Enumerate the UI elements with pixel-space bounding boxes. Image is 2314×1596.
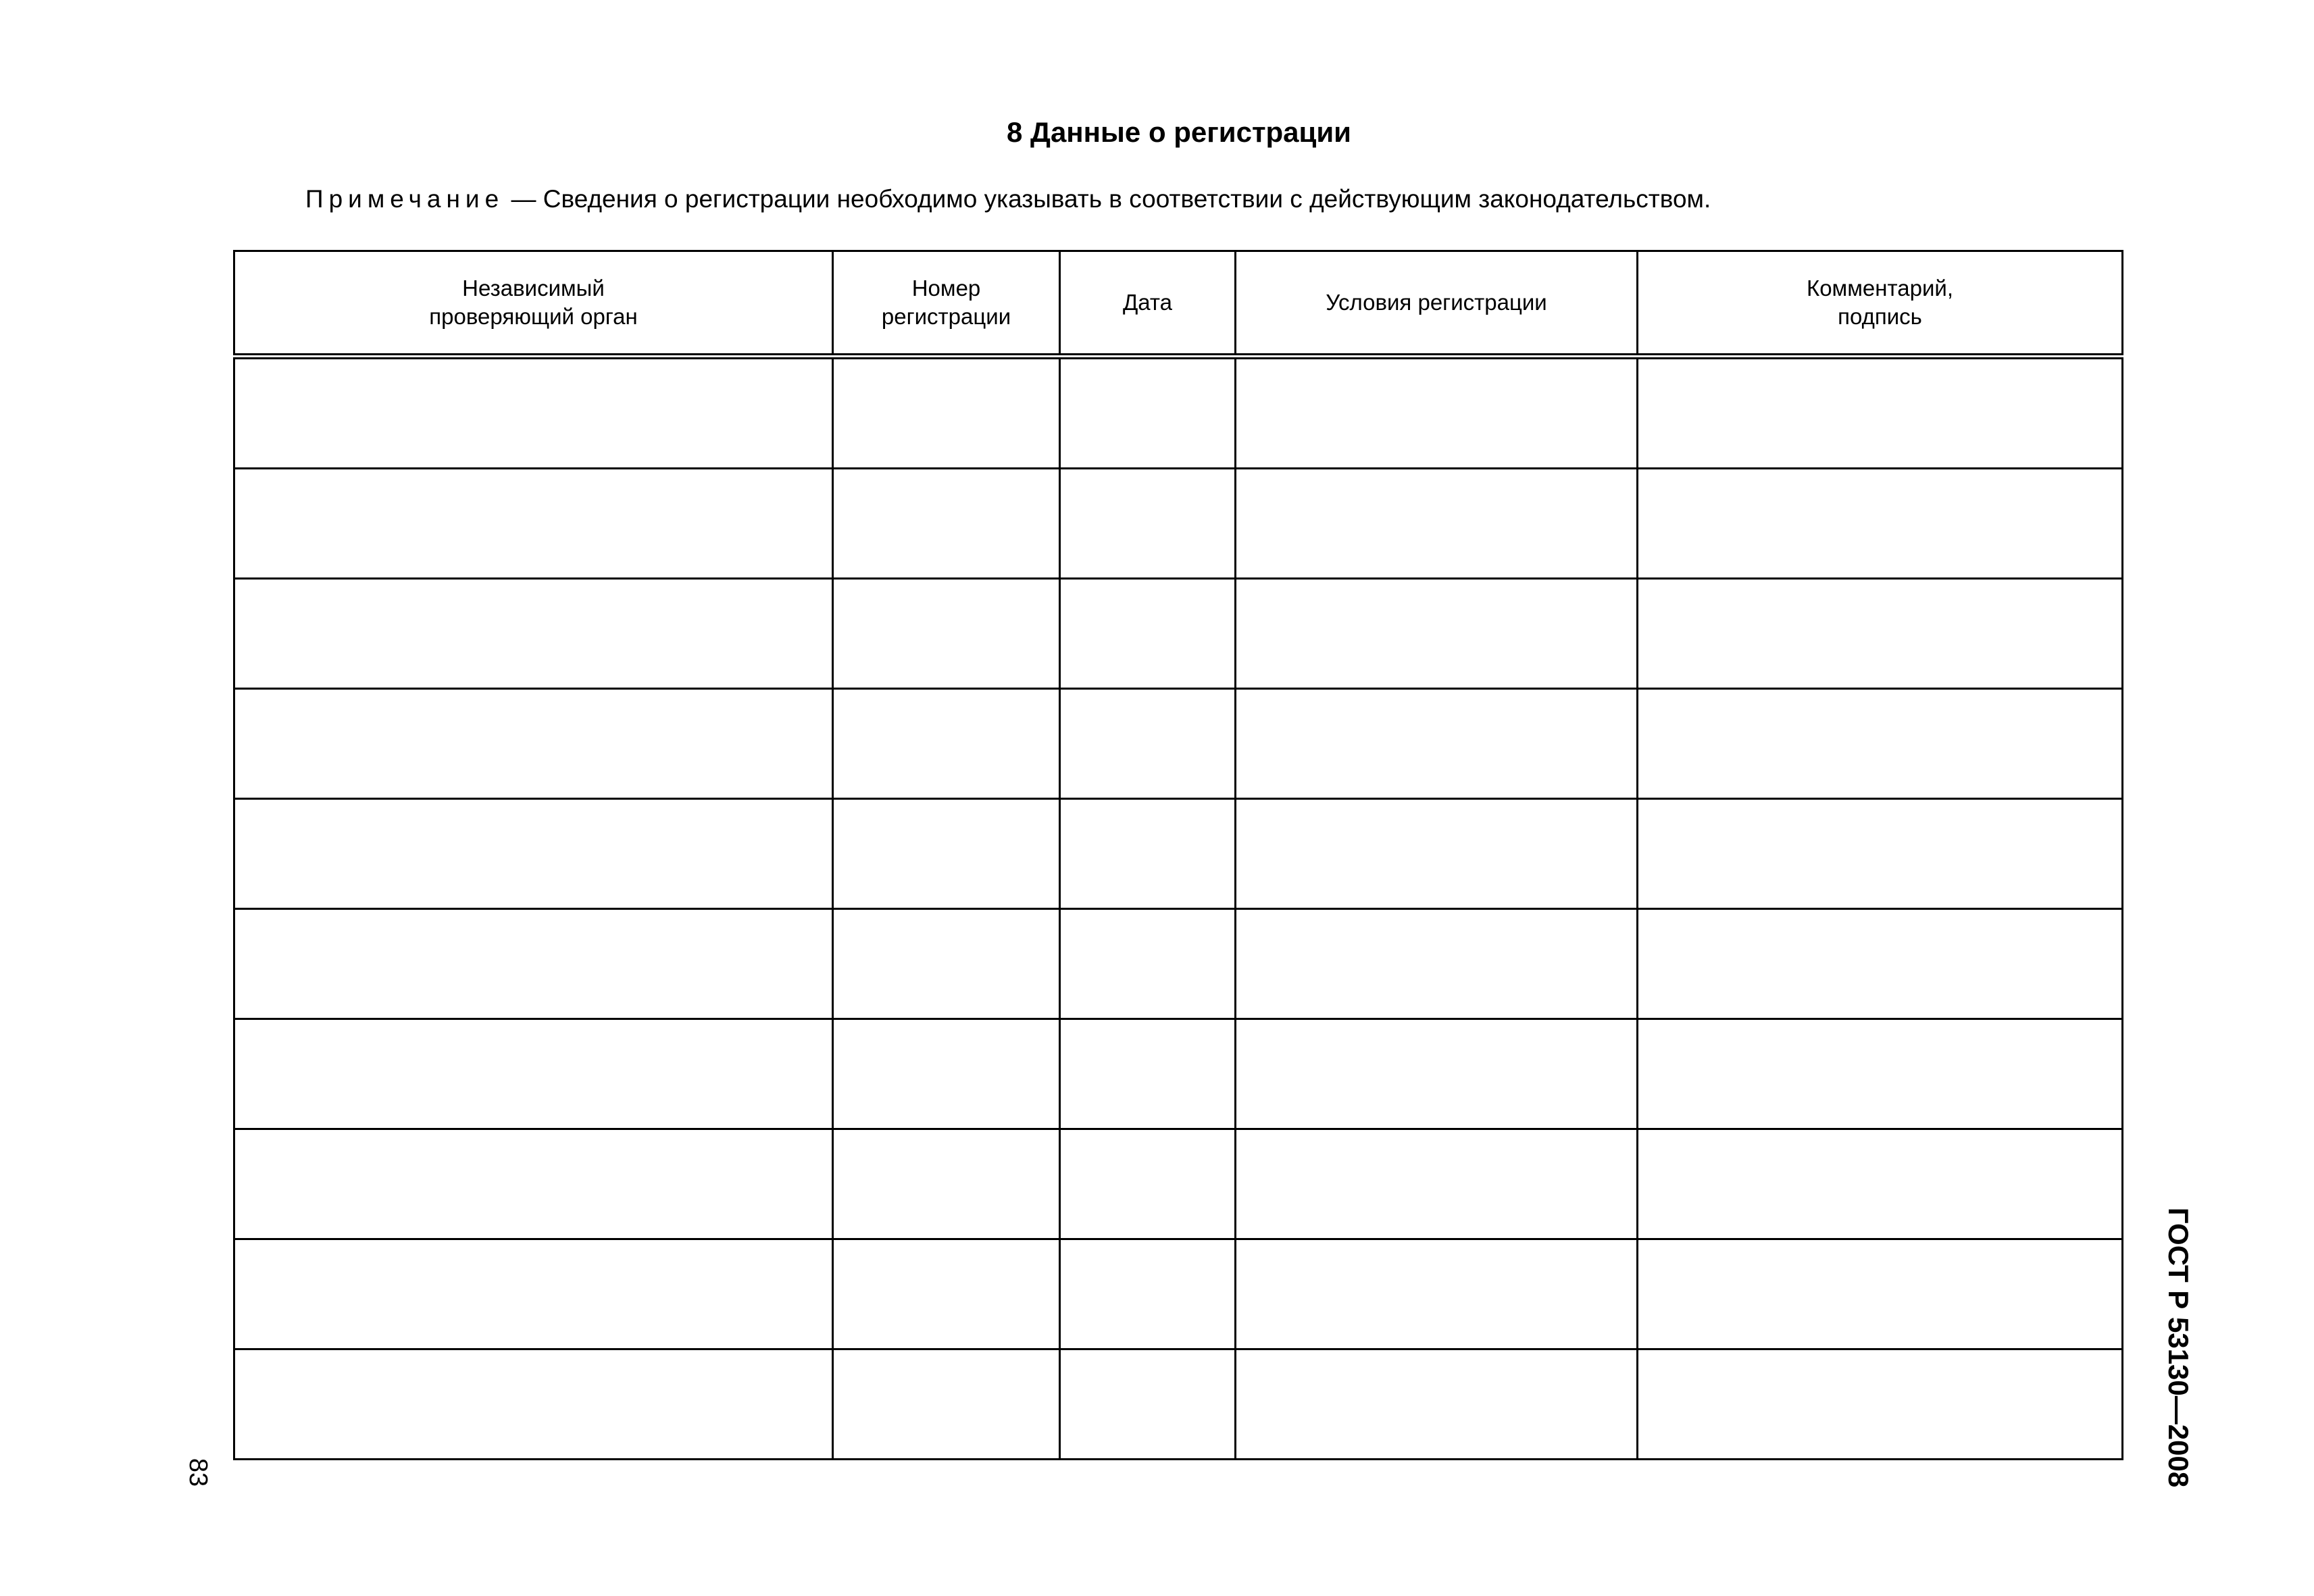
cell-registration-number [833, 1129, 1060, 1239]
cell-date [1060, 1239, 1236, 1349]
cell-registration-number [833, 1349, 1060, 1460]
cell-date [1060, 689, 1236, 799]
cell-date [1060, 909, 1236, 1019]
table-row [234, 357, 2123, 469]
header-registration-number-line-2: регистрации [881, 304, 1011, 329]
cell-registration-number [833, 469, 1060, 579]
cell-registration-conditions [1236, 1129, 1638, 1239]
cell-inspection-body [234, 1019, 833, 1129]
cell-registration-conditions [1236, 1019, 1638, 1129]
header-comment-signature-line-2: подпись [1838, 304, 1922, 329]
cell-date [1060, 579, 1236, 689]
cell-registration-number [833, 909, 1060, 1019]
cell-registration-number [833, 689, 1060, 799]
cell-registration-number [833, 1239, 1060, 1349]
cell-inspection-body [234, 1239, 833, 1349]
header-comment-signature [1638, 251, 2123, 357]
table-row [234, 909, 2123, 1019]
cell-registration-conditions [1236, 1349, 1638, 1460]
registration-table [233, 250, 2123, 1460]
cell-comment-signature [1638, 799, 2123, 909]
cell-inspection-body [234, 1129, 833, 1239]
cell-inspection-body [234, 469, 833, 579]
table-row [234, 1019, 2123, 1129]
note [305, 182, 1711, 216]
cell-registration-conditions [1236, 579, 1638, 689]
cell-registration-conditions [1236, 469, 1638, 579]
header-registration-conditions [1236, 251, 1638, 357]
header-registration-conditions-line-1: Условия регистрации [1326, 290, 1547, 315]
section-title: 8 Данные о регистрации [1007, 116, 1351, 148]
cell-comment-signature [1638, 1129, 2123, 1239]
cell-registration-number [833, 357, 1060, 469]
cell-registration-conditions [1236, 357, 1638, 469]
table-header-row [234, 251, 2123, 357]
cell-date [1060, 799, 1236, 909]
header-inspection-body-line-1: Независимый [462, 276, 605, 301]
table-row [234, 1239, 2123, 1349]
cell-registration-number [833, 799, 1060, 909]
header-date-line-1: Дата [1122, 290, 1173, 315]
cell-inspection-body [234, 579, 833, 689]
table-row [234, 1129, 2123, 1239]
cell-registration-conditions [1236, 689, 1638, 799]
cell-registration-conditions [1236, 909, 1638, 1019]
header-inspection-body [234, 251, 833, 357]
cell-comment-signature [1638, 689, 2123, 799]
cell-date [1060, 1349, 1236, 1460]
cell-comment-signature [1638, 1349, 2123, 1460]
header-registration-number-line-1: Номер [911, 276, 981, 301]
cell-comment-signature [1638, 579, 2123, 689]
cell-inspection-body [234, 357, 833, 469]
table-row [234, 1349, 2123, 1460]
cell-comment-signature [1638, 1019, 2123, 1129]
table-body [234, 357, 2123, 1460]
note-label: Примечание [305, 185, 505, 213]
table-row [234, 579, 2123, 689]
cell-registration-conditions [1236, 799, 1638, 909]
document-code: ГОСТ Р 53130—2008 [2163, 1207, 2194, 1488]
cell-inspection-body [234, 799, 833, 909]
header-inspection-body-line-2: проверяющий орган [429, 304, 638, 329]
cell-comment-signature [1638, 1239, 2123, 1349]
cell-comment-signature [1638, 469, 2123, 579]
cell-date [1060, 1129, 1236, 1239]
cell-inspection-body [234, 1349, 833, 1460]
cell-comment-signature [1638, 357, 2123, 469]
cell-comment-signature [1638, 909, 2123, 1019]
table-row [234, 799, 2123, 909]
cell-date [1060, 1019, 1236, 1129]
header-registration-number [833, 251, 1060, 357]
cell-inspection-body [234, 689, 833, 799]
table-row [234, 689, 2123, 799]
page-number: 83 [184, 1458, 213, 1487]
cell-registration-number [833, 579, 1060, 689]
header-date [1060, 251, 1236, 357]
cell-registration-number [833, 1019, 1060, 1129]
cell-inspection-body [234, 909, 833, 1019]
cell-date [1060, 469, 1236, 579]
cell-date [1060, 357, 1236, 469]
cell-registration-conditions [1236, 1239, 1638, 1349]
table-row [234, 469, 2123, 579]
note-text: — Сведения о регистрации необходимо указывать в соответствии с действующим законодательством. [504, 185, 1711, 213]
header-comment-signature-line-1: Комментарий, [1806, 276, 1953, 301]
